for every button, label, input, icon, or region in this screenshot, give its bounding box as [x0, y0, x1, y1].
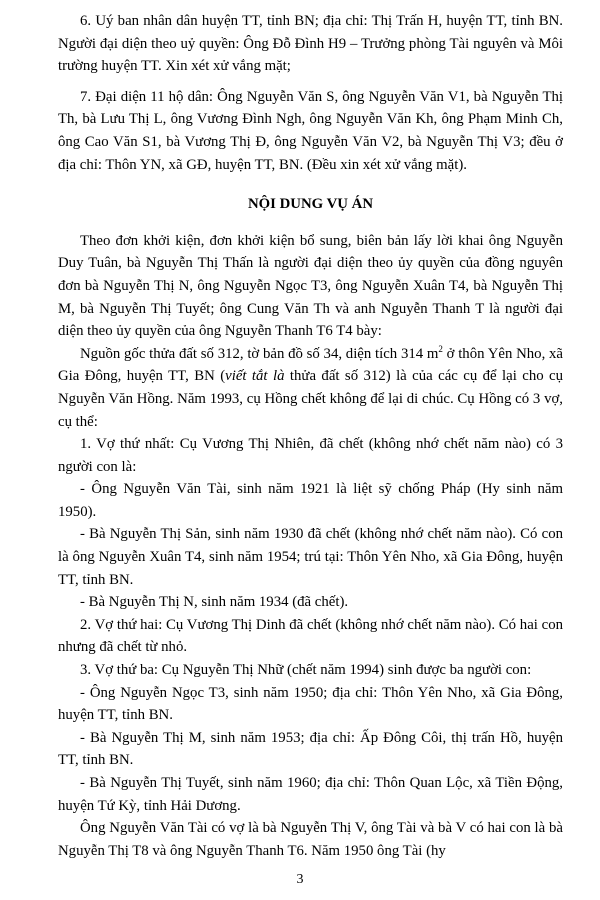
land-origin-text-b: ở thôn Yên Nho, xã Gia Đông, huyện TT, BN ( — [58, 345, 563, 385]
document-body — [58, 10, 563, 862]
paragraph-child-tuyet: - Bà Nguyễn Thị Tuyết, sinh năm 1960; địa chỉ: Thôn Quan Lộc, xã Tiền Động, huyện Tứ Kỳ, tỉnh Hải Dương. — [58, 775, 563, 814]
paragraph-tai-family: Ông Nguyễn Văn Tài có vợ là bà Nguyễn Thị V, ông Tài và bà V có hai con là bà Nguyễn Thị T8 và ông Nguyễn Thanh T6. Năm 1950 ông Tài (hy — [58, 820, 563, 859]
paragraph-child-m: - Bà Nguyễn Thị M, sinh năm 1953; địa chỉ: Ấp Đông Côi, thị trấn Hồ, huyện TT, tỉnh BN. — [58, 729, 563, 769]
paragraph-claim-intro: Theo đơn khởi kiện, đơn khởi kiện bổ sung, biên bản lấy lời khai ông Nguyễn Duy Tuân, bà Nguyễn Thị Thấn là người đại diện theo ủy quyền của đồng nguyên đơn bà Nguyễn Thị N, ông Nguyễn Ngọc T3, ông Nguyễn Xuân T4, bà Nguyễn Thị M, bà Nguyễn Thị Tuyết; ông Cung Văn Th và anh Nguyễn Thanh T là người đại diện theo ủy quyền của ông Nguyễn Thanh T6 T4 bày: — [58, 232, 563, 340]
land-origin-italic: viết tắt là — [225, 368, 285, 385]
paragraph-wife-1: 1. Vợ thứ nhất: Cụ Vương Thị Nhiên, đã chết (không nhớ chết năm nào) có 3 người con là: — [58, 436, 563, 475]
paragraph-party-6: 6. Uý ban nhân dân huyện TT, tỉnh BN; địa chỉ: Thị Trấn H, huyện TT, tỉnh BN. Người đại diện theo uỷ quyền: Ông Đỗ Đình H9 – Trưởng phòng Tài nguyên và Môi trường huyện TT. Xin xét xử vắng mặt; — [58, 13, 563, 75]
paragraph-child-t3: - Ông Nguyễn Ngọc T3, sinh năm 1950; địa chỉ: Thôn Yên Nho, xã Gia Đông, huyện TT, tỉnh BN. — [58, 684, 563, 724]
land-origin-text-c: thửa đất số 312) là của các cụ để lại cho cụ Nguyễn Văn Hồng. Năm 1993, cụ Hồng chết không để lại di chúc. Cụ Hồng có 3 vợ, cụ thể: — [58, 368, 564, 430]
paragraph-party-7: 7. Đại diện 11 hộ dân: Ông Nguyễn Văn S, ông Nguyễn Văn V1, bà Nguyễn Thị Th, bà Lưu Thị L, ông Vương Đình Ngh, ông Nguyễn Văn Kh, ông Phạm Minh Ch, ông Cao Văn S1, bà Vương Thị Đ, ông Nguyễn Văn V2, bà Nguyễn Thị V3; đều ở địa chỉ: Thôn YN, xã GĐ, huyện TT, BN. (Đều xin xét xử vắng mặt). — [58, 88, 563, 173]
paragraph-child-n: - Bà Nguyễn Thị N, sinh năm 1934 (đã chết). — [80, 594, 349, 611]
superscript-2: 2 — [438, 343, 443, 354]
paragraph-wife-2: 2. Vợ thứ hai: Cụ Vương Thị Dinh đã chết (không nhớ chết năm nào). Có hai con nhưng đã chết từ nhỏ. — [58, 616, 563, 656]
paragraph-wife-3: 3. Vợ thứ ba: Cụ Nguyễn Thị Nhữ (chết năm 1994) sinh được ba người con: — [80, 662, 532, 679]
page-number: 3 — [296, 872, 304, 887]
paragraph-child-san: - Bà Nguyễn Thị Sản, sinh năm 1930 đã chết (không nhớ chết năm nào). Có con là ông Nguyễn Xuân T4, sinh năm 1954; trú tại: Thôn Yên Nho, xã Gia Đông, huyện TT, tỉnh BN. — [58, 526, 563, 588]
paragraph-child-tai: - Ông Nguyễn Văn Tài, sinh năm 1921 là liệt sỹ chống Pháp (Hy sinh năm 1950). — [58, 481, 563, 520]
land-origin-text-a: Nguồn gốc thửa đất số 312, tờ bản đồ số 34, diện tích 314 m — [80, 345, 439, 362]
paragraph-land-origin — [58, 343, 563, 433]
section-heading: NỘI DUNG VỤ ÁN — [247, 196, 374, 213]
